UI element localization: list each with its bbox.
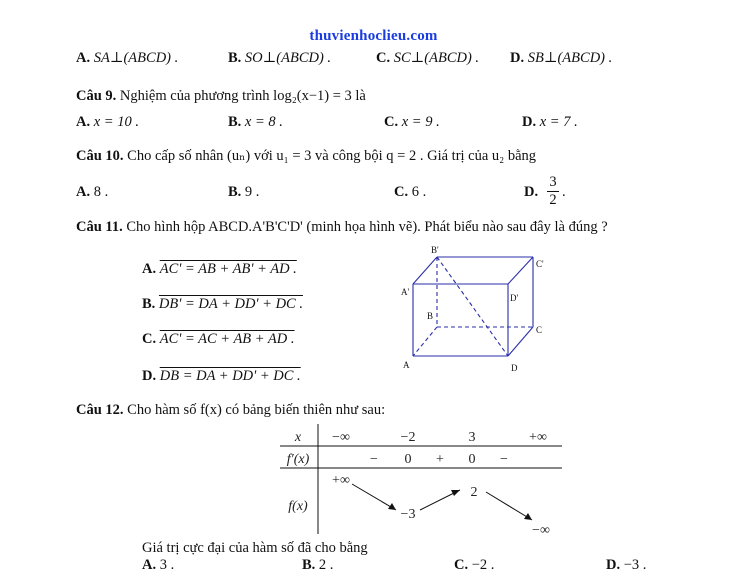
option-letter: C. (376, 50, 391, 66)
q8-option-c[interactable] (376, 50, 479, 67)
q11-option-c[interactable] (142, 331, 295, 348)
f-value: −3 (400, 507, 416, 522)
option-text: 8 . (93, 184, 109, 200)
q10-option-a[interactable] (76, 184, 108, 201)
vertex-d-prime-label: D' (510, 293, 519, 303)
q9-option-d[interactable] (522, 114, 578, 131)
option-letter: A. (76, 184, 91, 200)
f-value: 2 (470, 485, 478, 500)
option-text: DB' = DA + DD' + DC . (158, 296, 303, 312)
q8-option-d[interactable] (510, 50, 612, 67)
fprime-sign: 0 (404, 452, 412, 467)
decreasing-arrow (352, 484, 396, 510)
fprime-sign: + (436, 452, 444, 467)
f-value: +∞ (332, 473, 350, 488)
option-text: 6 . (411, 184, 427, 200)
option-text: −3 . (623, 557, 647, 573)
fraction (547, 174, 559, 209)
q9-option-a[interactable] (76, 114, 139, 131)
q9-stem (76, 88, 366, 105)
option-text: x = 10 . (93, 114, 139, 130)
option-text: x = 8 . (244, 114, 283, 130)
decreasing-arrow (486, 492, 532, 520)
x-value: 3 (468, 430, 476, 445)
option-text: SB⊥(ABCD) . (527, 50, 613, 66)
option-letter: D. (522, 114, 537, 130)
option-text: 9 . (244, 184, 260, 200)
vertex-a-prime-label: A' (401, 287, 410, 297)
x-value: −2 (400, 430, 416, 445)
question-text: Cho cấp số nhân (uₙ) với u₁ = 3 và công bội q = 2 . Giá trị của u₂ bằng (127, 148, 537, 164)
option-text: −2 . (471, 557, 495, 573)
option-letter: B. (228, 114, 242, 130)
option-letter: D. (606, 557, 621, 573)
q11-option-a[interactable] (142, 261, 297, 278)
fraction-numerator: 3 (549, 174, 557, 190)
q10-option-b[interactable] (228, 184, 259, 201)
x-value: +∞ (529, 430, 547, 445)
q12-stem (76, 402, 385, 419)
option-text: DB = DA + DD' + DC . (159, 368, 301, 384)
question-label: Câu 12. (76, 402, 124, 418)
option-text: 3 . (159, 557, 175, 573)
option-letter: C. (454, 557, 469, 573)
question-text: Nghiệm của phương trình log₂(x−1) = 3 là (119, 88, 366, 104)
option-text: x = 9 . (401, 114, 440, 130)
parallelepiped-figure (395, 243, 555, 378)
vertex-c-label: C (536, 325, 543, 335)
table-x-label: x (294, 430, 302, 445)
q12-option-b[interactable] (302, 557, 333, 574)
fprime-sign: 0 (468, 452, 476, 467)
q11-stem (76, 219, 608, 236)
option-letter: B. (302, 557, 316, 573)
q8-option-b[interactable] (228, 50, 331, 67)
option-letter: C. (394, 184, 409, 200)
q10-option-c[interactable] (394, 184, 426, 201)
option-text: AC' = AC + AB + AD . (159, 331, 295, 347)
option-text: SO⊥(ABCD) . (244, 50, 332, 66)
option-letter: D. (510, 50, 525, 66)
fraction-denominator: 2 (547, 191, 559, 209)
option-letter: C. (142, 331, 157, 347)
option-text: 2 . (318, 557, 334, 573)
question-text: Cho hình hộp ABCD.A'B'C'D' (minh họa hình vẽ). Phát biểu nào sau đây là đúng ? (126, 219, 608, 235)
option-letter: C. (384, 114, 399, 130)
q9-option-c[interactable] (384, 114, 440, 131)
option-letter: A. (76, 50, 91, 66)
option-text: SA⊥(ABCD) . (93, 50, 179, 66)
fraction-tail: . (562, 184, 566, 200)
site-watermark: thuvienhoclieu.com (309, 28, 438, 44)
option-text: SC⊥(ABCD) . (393, 50, 480, 66)
vertex-b-label: B (427, 311, 434, 321)
option-letter: D. (524, 184, 539, 200)
q8-option-a[interactable] (76, 50, 178, 67)
fprime-sign: − (500, 452, 508, 467)
q12-option-d[interactable] (606, 557, 646, 574)
question-label: Câu 9. (76, 88, 117, 104)
f-value: −∞ (532, 523, 550, 538)
option-letter: A. (142, 557, 157, 573)
q9-option-b[interactable] (228, 114, 283, 131)
vertex-d-label: D (511, 363, 518, 373)
q11-option-b[interactable] (142, 296, 303, 313)
option-letter: B. (228, 50, 242, 66)
option-letter: B. (228, 184, 242, 200)
q12-option-c[interactable] (454, 557, 494, 574)
table-fprime-label: f′(x) (286, 452, 310, 467)
question-label: Câu 11. (76, 219, 123, 235)
option-letter: D. (142, 368, 157, 384)
question-text: Cho hàm số f(x) có bảng biến thiên như sau: (127, 402, 386, 418)
vertex-c-prime-label: C' (536, 259, 544, 269)
option-letter: A. (76, 114, 91, 130)
option-letter: A. (142, 261, 157, 277)
option-text: AC' = AB + AB' + AD . (159, 261, 297, 277)
q10-option-d[interactable] (524, 184, 538, 201)
q12-question: Giá trị cực đại của hàm số đã cho bằng (142, 540, 368, 556)
option-text: x = 7 . (539, 114, 578, 130)
table-f-label: f(x) (288, 499, 308, 514)
q10-stem (76, 148, 536, 165)
option-letter: B. (142, 296, 156, 312)
q12-option-a[interactable] (142, 557, 174, 574)
x-value: −∞ (332, 430, 350, 445)
vertex-b-prime-label: B' (431, 245, 439, 255)
vertex-a-label: A (403, 360, 410, 370)
question-label: Câu 10. (76, 148, 124, 164)
variation-table (276, 422, 566, 540)
q11-option-d[interactable] (142, 368, 301, 385)
fprime-sign: − (370, 452, 378, 467)
